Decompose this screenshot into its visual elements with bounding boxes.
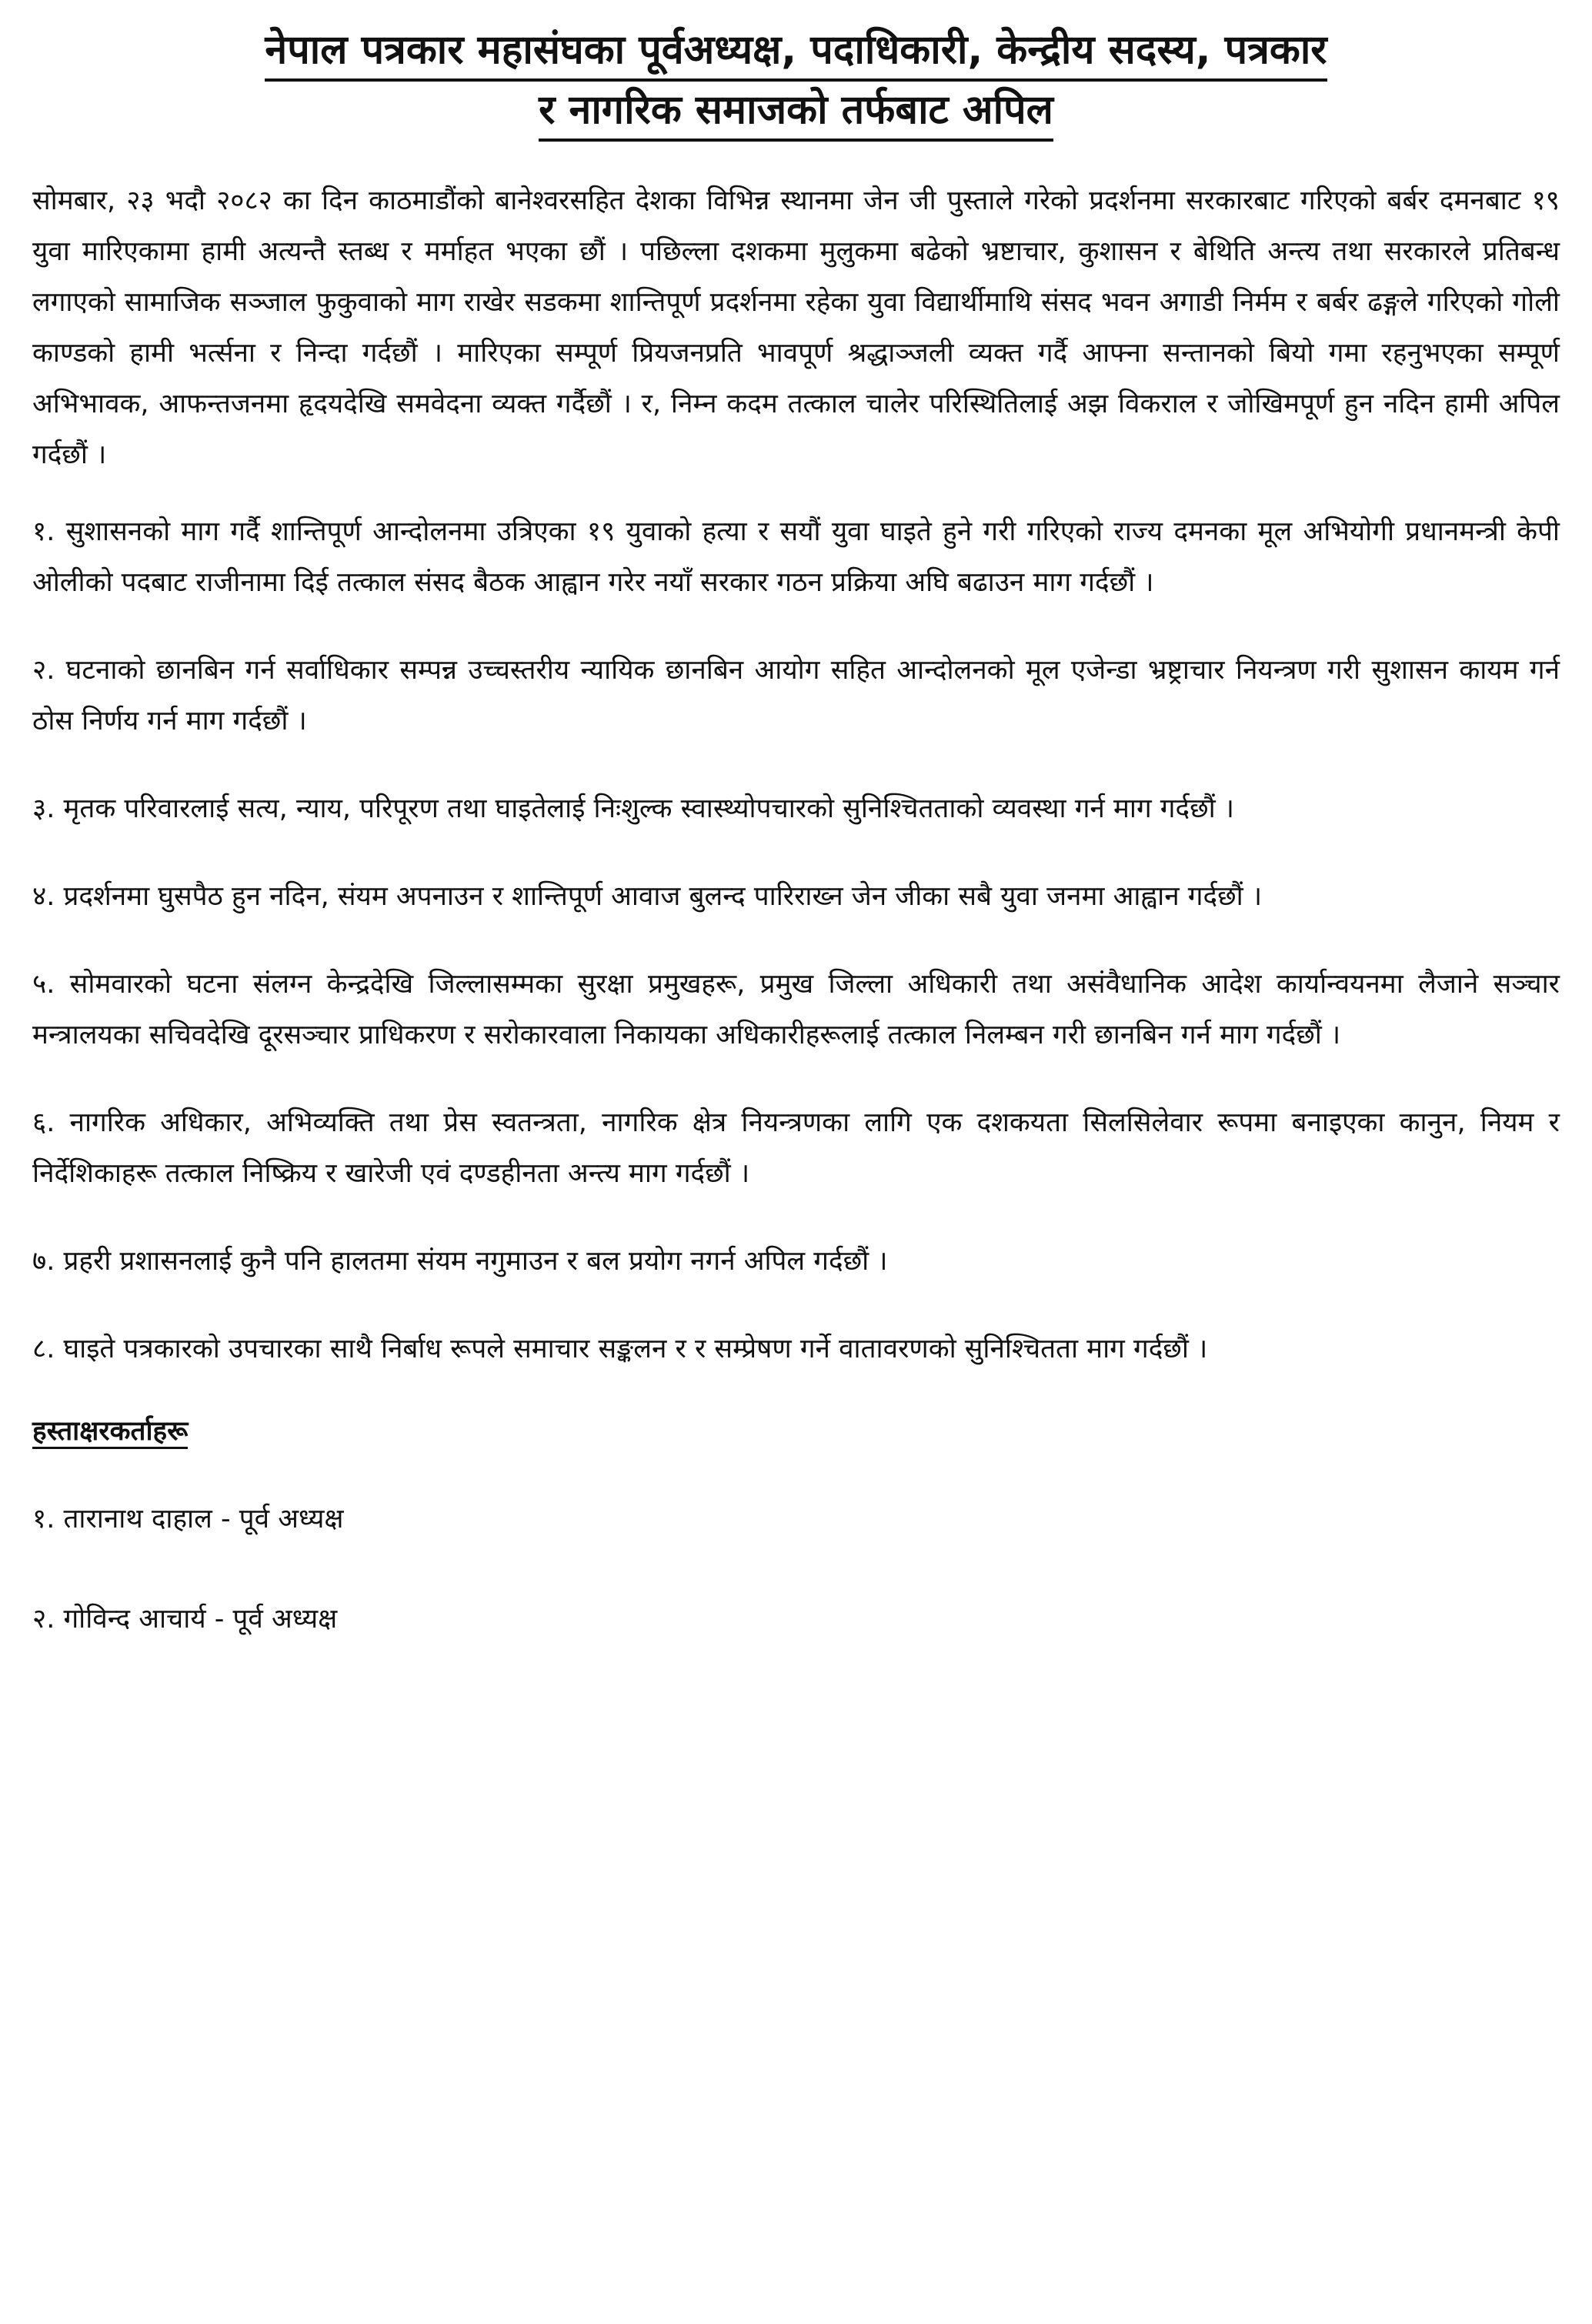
demand-item-4: ४. प्रदर्शनमा घुसपैठ हुन नदिन, संयम अपनाउन र शान्तिपूर्ण आवाज बुलन्द पारिराख्न जेन जीका सबै युवा जनमा आह्वान गर्दछौं । (32, 881, 1263, 912)
signatories-heading-text: हस्ताक्षरकर्ताहरू (32, 1416, 188, 1449)
demand-item-2: २. घटनाको छानबिन गर्न सर्वाधिकार सम्पन्न उच्चस्तरीय न्यायिक छानबिन आयोग सहित आन्दोलनको मूल एजेन्डा भ्रष्ट्राचार नियन्त्रण गरी सुशासन कायम गर्न ठोस निर्णय गर्न माग गर्दछौं । (32, 655, 1560, 736)
document-title (32, 22, 1560, 142)
demand-item-1: १. सुशासनको माग गर्दै शान्तिपूर्ण आन्दोलनमा उत्रिएका १९ युवाको हत्या र सयौं युवा घाइते हुने गरी गरिएको राज्य दमनका मूल अभियोगी प्रधानमन्त्री केपी ओलीको पदबाट राजीनामा दिई तत्काल संसद बैठक आह्वान गरेर नयाँ सरकार गठन प्रक्रिया अघि बढाउन माग गर्दछौं । (32, 516, 1560, 598)
demand-item-8: ८. घाइते पत्रकारको उपचारका साथै निर्बाध रूपले समाचार सङ्कलन र र सम्प्रेषण गर्ने वातावरणको सुनिश्चितता माग गर्दछौं । (32, 1334, 1208, 1364)
demand-item-6: ६. नागरिक अधिकार, अभिव्यक्ति तथा प्रेस स्वतन्त्रता, नागरिक क्षेत्र नियन्त्रणका लागि एक दशकयता सिलसिलेवार रूपमा बनाइएका कानुन, नियम र निर्देशिकाहरू तत्काल निष्क्रिय र खारेजी एवं दण्डहीनता अन्त्य माग गर्दछौं । (32, 1107, 1560, 1189)
title-line-2: र नागरिक समाजको तर्फबाट अपिल (539, 82, 1053, 142)
signatory-item-2: २. गोविन्द आचार्य - पूर्व अध्यक्ष (32, 1604, 338, 1634)
signatory-item-1: १. तारानाथ दाहाल - पूर्व अध्यक्ष (32, 1504, 344, 1534)
intro-paragraph: सोमबार, २३ भदौ २०८२ का दिन काठमाडौंको बानेश्वरसहित देशका विभिन्न स्थानमा जेन जी पुस्ताले गरेको प्रदर्शनमा सरकारबाट गरिएको बर्बर दमनबाट १९ युवा मारिएकामा हामी अत्यन्तै स्तब्ध र मर्माहत भएका छौं । पछिल्ला दशकमा मुलुकमा बढेको भ्रष्टाचार, कुशासन र बेथिति अन्त्य तथा सरकारले प्रतिबन्ध लगाएको सामाजिक सञ्जाल फुकुवाको माग राखेर सडकमा शान्तिपूर्ण प्रदर्शनमा रहेका युवा विद्यार्थीमाथि संसद भवन अगाडी निर्मम र बर्बर ढङ्गले गरिएको गोली काण्डको हामी भर्त्सना र निन्दा गर्दछौं । मारिएका सम्पूर्ण प्रियजनप्रति भावपूर्ण श्रद्धाञ्जली व्यक्त गर्दै आफ्ना सन्तानको बियो गमा रहनुभएका सम्पूर्ण अभिभावक, आफन्तजनमा हृदयदेखि समवेदना व्यक्त गर्दैछौं । र, निम्न कदम तत्काल चालेर परिस्थितिलाई अझ विकराल र जोखिमपूर्ण हुन नदिन हामी अपिल गर्दछौं । (32, 185, 1560, 470)
title-line-1: नेपाल पत्रकार महासंघका पूर्वअध्यक्ष, पदाधिकारी, केन्द्रीय सदस्य, पत्रकार (265, 22, 1327, 82)
demand-item-3: ३. मृतक परिवारलाई सत्य, न्याय, परिपूरण तथा घाइतेलाई निःशुल्क स्वास्थ्योपचारको सुनिश्चितताको व्यवस्था गर्न माग गर्दछौं । (32, 793, 1235, 824)
signatories-heading (32, 1411, 1560, 1451)
demand-item-5: ५. सोमवारको घटना संलग्न केन्द्रदेखि जिल्लासम्मका सुरक्षा प्रमुखहरू, प्रमुख जिल्ला अधिकारी तथा असंवैधानिक आदेश कार्यान्वयनमा लैजाने सञ्चार मन्त्रालयका सचिवदेखि दूरसञ्चार प्राधिकरण र सरोकारवाला निकायका अधिकारीहरूलाई तत्काल निलम्बन गरी छानबिन गर्न माग गर्दछौं । (32, 969, 1560, 1050)
demands-list (32, 506, 1560, 1374)
demand-item-7: ७. प्रहरी प्रशासनलाई कुनै पनि हालतमा संयम नगुमाउन र बल प्रयोग नगर्न अपिल गर्दछौं । (32, 1246, 888, 1277)
